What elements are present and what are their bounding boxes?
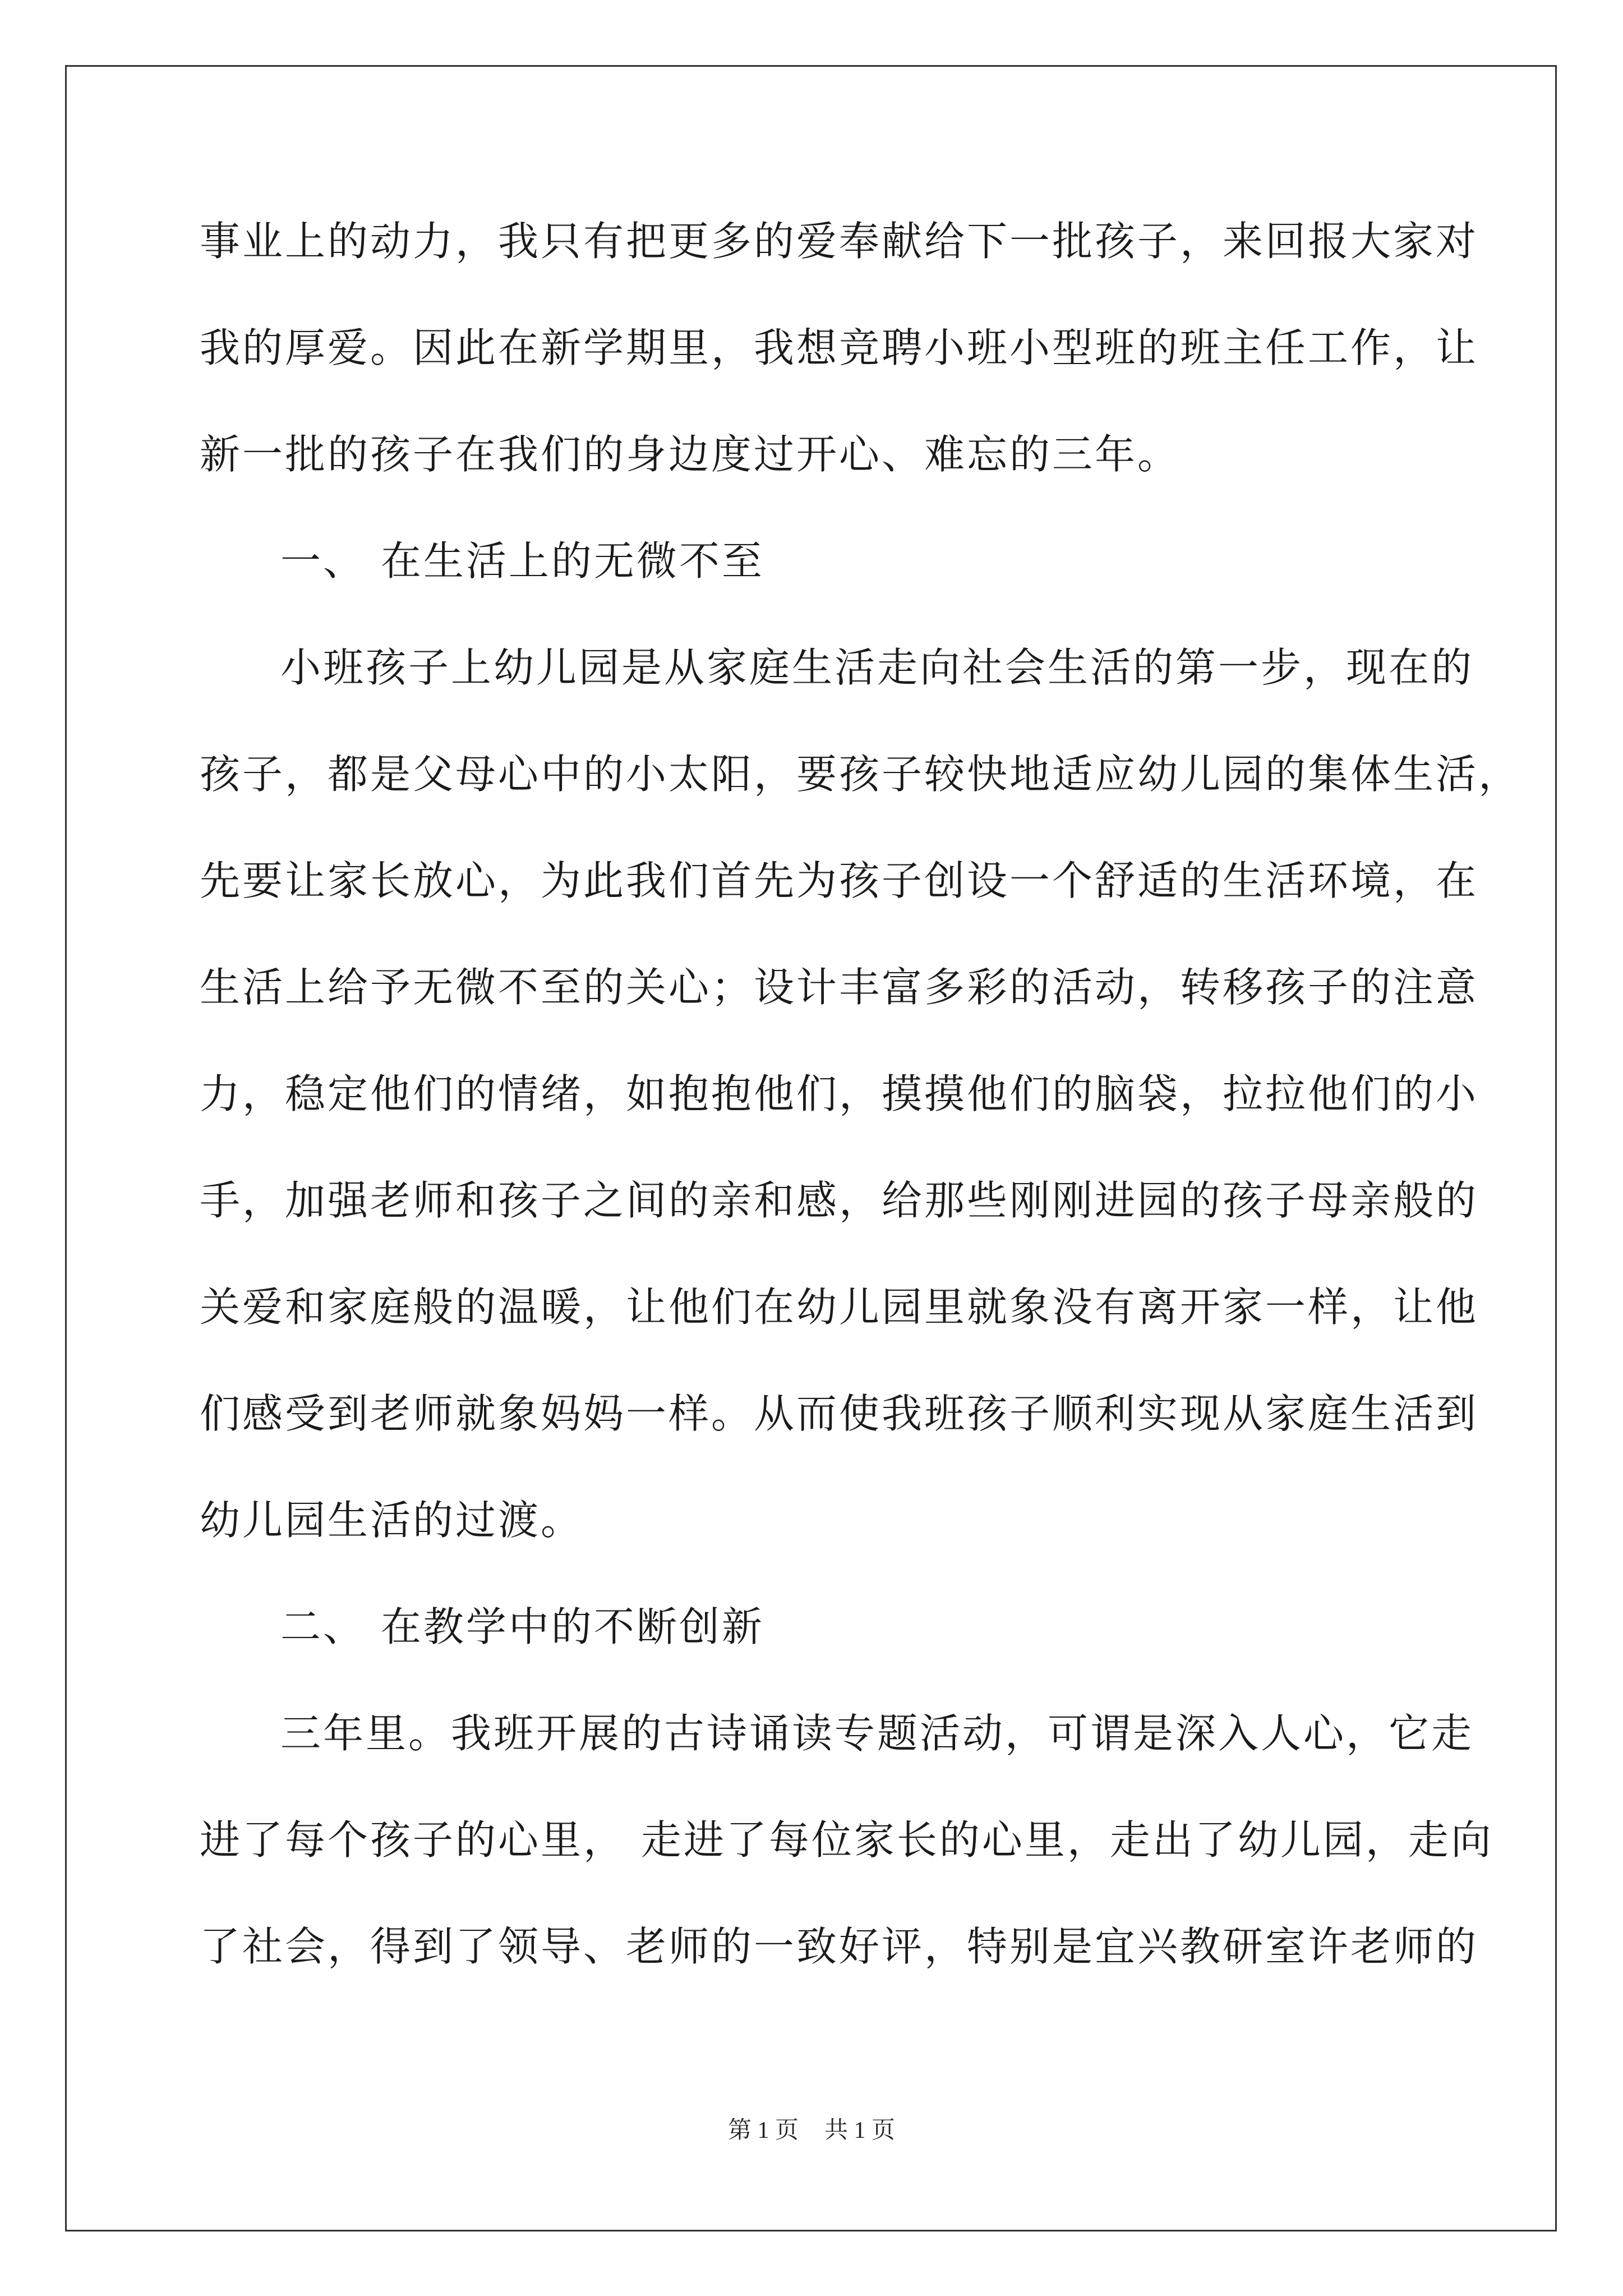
text-line: 孩子，都是父母心中的小太阳，要孩子较快地适应幼儿园的集体生活， bbox=[200, 751, 1521, 798]
page-number: 第 1 页 bbox=[727, 2118, 799, 2143]
text-line: 了社会，得到了领导、老师的一致好评，特别是宜兴教研室许老师的 bbox=[200, 1923, 1479, 1970]
text-line: 二、 在教学中的不断创新 bbox=[280, 1603, 764, 1650]
text-line: 事业上的动力，我只有把更多的爱奉献给下一批孩子，来回报大家对 bbox=[200, 218, 1479, 265]
text-line: 们感受到老师就象妈妈一样。从而使我班孩子顺利实现从家庭生活到 bbox=[200, 1390, 1479, 1437]
text-line: 生活上给予无微不至的关心；设计丰富多彩的活动，转移孩子的注意 bbox=[200, 964, 1479, 1011]
text-line: 手，加强老师和孩子之间的亲和感，给那些刚刚进园的孩子母亲般的 bbox=[200, 1177, 1479, 1224]
page-footer bbox=[0, 2114, 1623, 2147]
page-total: 共 1 页 bbox=[824, 2118, 896, 2143]
text-line: 我的厚爱。因此在新学期里，我想竞聘小班小型班的班主任工作，让 bbox=[200, 324, 1479, 371]
text-line: 幼儿园生活的过渡。 bbox=[200, 1497, 584, 1544]
text-line: 新一批的孩子在我们的身边度过开心、难忘的三年。 bbox=[200, 431, 1181, 478]
text-line: 先要让家长放心，为此我们首先为孩子创设一个舒适的生活环境，在 bbox=[200, 857, 1479, 904]
document-body bbox=[200, 213, 1521, 2025]
text-line: 三年里。我班开展的古诗诵读专题活动，可谓是深入人心，它走 bbox=[280, 1710, 1474, 1757]
text-line: 进了每个孩子的心里， 走进了每位家长的心里，走出了幼儿园，走向 bbox=[200, 1816, 1493, 1864]
text-line: 力，稳定他们的情绪，如抱抱他们，摸摸他们的脑袋，拉拉他们的小 bbox=[200, 1070, 1479, 1117]
text-line: 关爱和家庭般的温暖，让他们在幼儿园里就象没有离开家一样，让他 bbox=[200, 1283, 1479, 1331]
text-line: 小班孩子上幼儿园是从家庭生活走向社会生活的第一步，现在的 bbox=[280, 644, 1474, 691]
text-line: 一、 在生活上的无微不至 bbox=[280, 537, 764, 585]
